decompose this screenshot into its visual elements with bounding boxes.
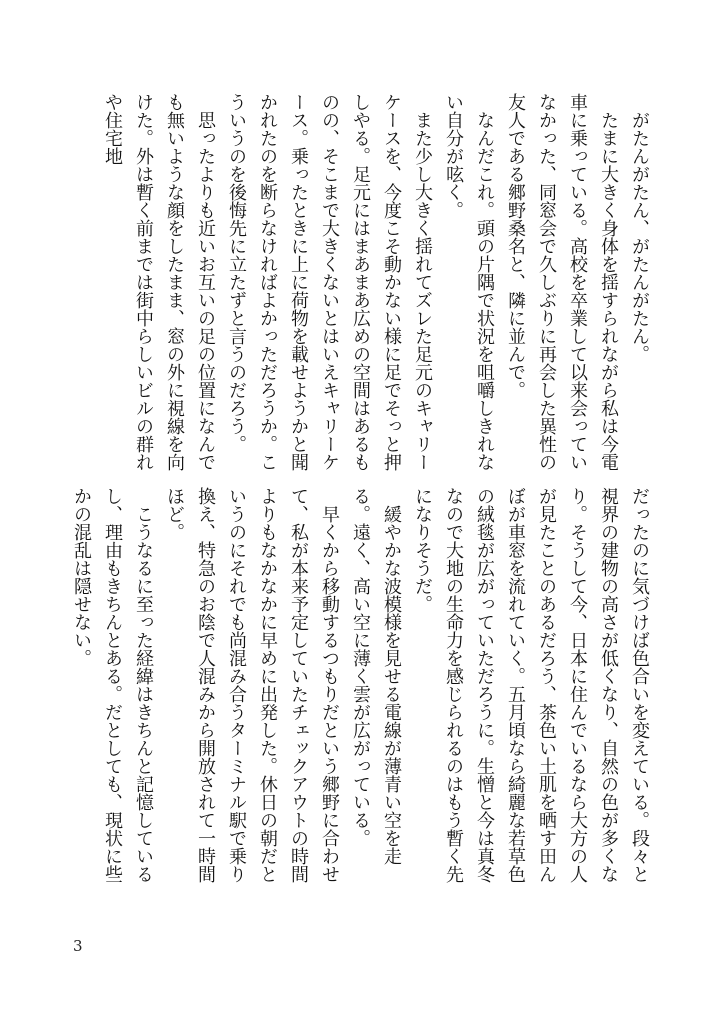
paragraph: 緩やかな波模様を見せる電線が薄青い空を走る。遠く、高い空に薄く雲が広がっている。	[350, 487, 402, 865]
paragraph: がたんがたん、がたんがたん。	[629, 93, 650, 363]
upper-text-block	[97, 93, 655, 473]
lower-text-block	[66, 487, 655, 899]
paragraph: だったのに気づけば色合いを変えている。段々と視界の建物の高さが低くなり、自然の色が多くなり。そうして今、日本に住んでいるなら大方の人が見たことのあるだろう、茶色い土肌を晒す田んぼが車窓を流れていく。五月頃なら綺麗な若草色の絨毯が広がっていただろうに。生憎と今は真冬なので大地の生命力を感じられるのはもう暫く先になりそうだ。	[412, 487, 650, 883]
paragraph: 思ったよりも近いお互いの足の位置になんでも無いような顔をしたまま、窓の外に視線を向けた。外は暫く前までは街中らしいビルの群れや住宅地	[102, 93, 216, 471]
page-number: 3	[73, 937, 83, 955]
paragraph: 早くから移動するつもりだという郷野に合わせて、私が本来予定していたチェックアウトの時間よりもなかなかに早めに出発した。休日の朝だというのにそれでも尚混み合うターミナル駅で乗り換え、特急のお陰で人混みから開放されて一時間ほど。	[164, 487, 340, 883]
paragraph: なんだこれ。頭の片隅で状況を咀嚼しきれない自分が呟く。	[443, 93, 495, 471]
paragraph: たまに大きく身体を揺すられながら私は今電車に乗っている。高校を卒業して以来会っていなかった、同窓会で久しぶりに再会した異性の友人である郷野桑名と、隣に並んで。	[505, 93, 619, 471]
paragraph: また少し大きく揺れてズレた足元のキャリーケースを、今度こそ動かない様に足でそっと押しやる。足元にはまあまあ広めの空間はあるものの、そこまで大きくないとはいえキャリーケース。乗ったときに上に荷物を載せようかと聞かれたのを断らなければよかっただろうか。こういうのを後悔先に立たずと言うのだろう。	[226, 93, 433, 471]
paragraph: こうなるに至った経緯はきちんと記憶しているし、理由もきちんとある。だとしても、現状に些かの混乱は隠せない。	[71, 487, 154, 883]
